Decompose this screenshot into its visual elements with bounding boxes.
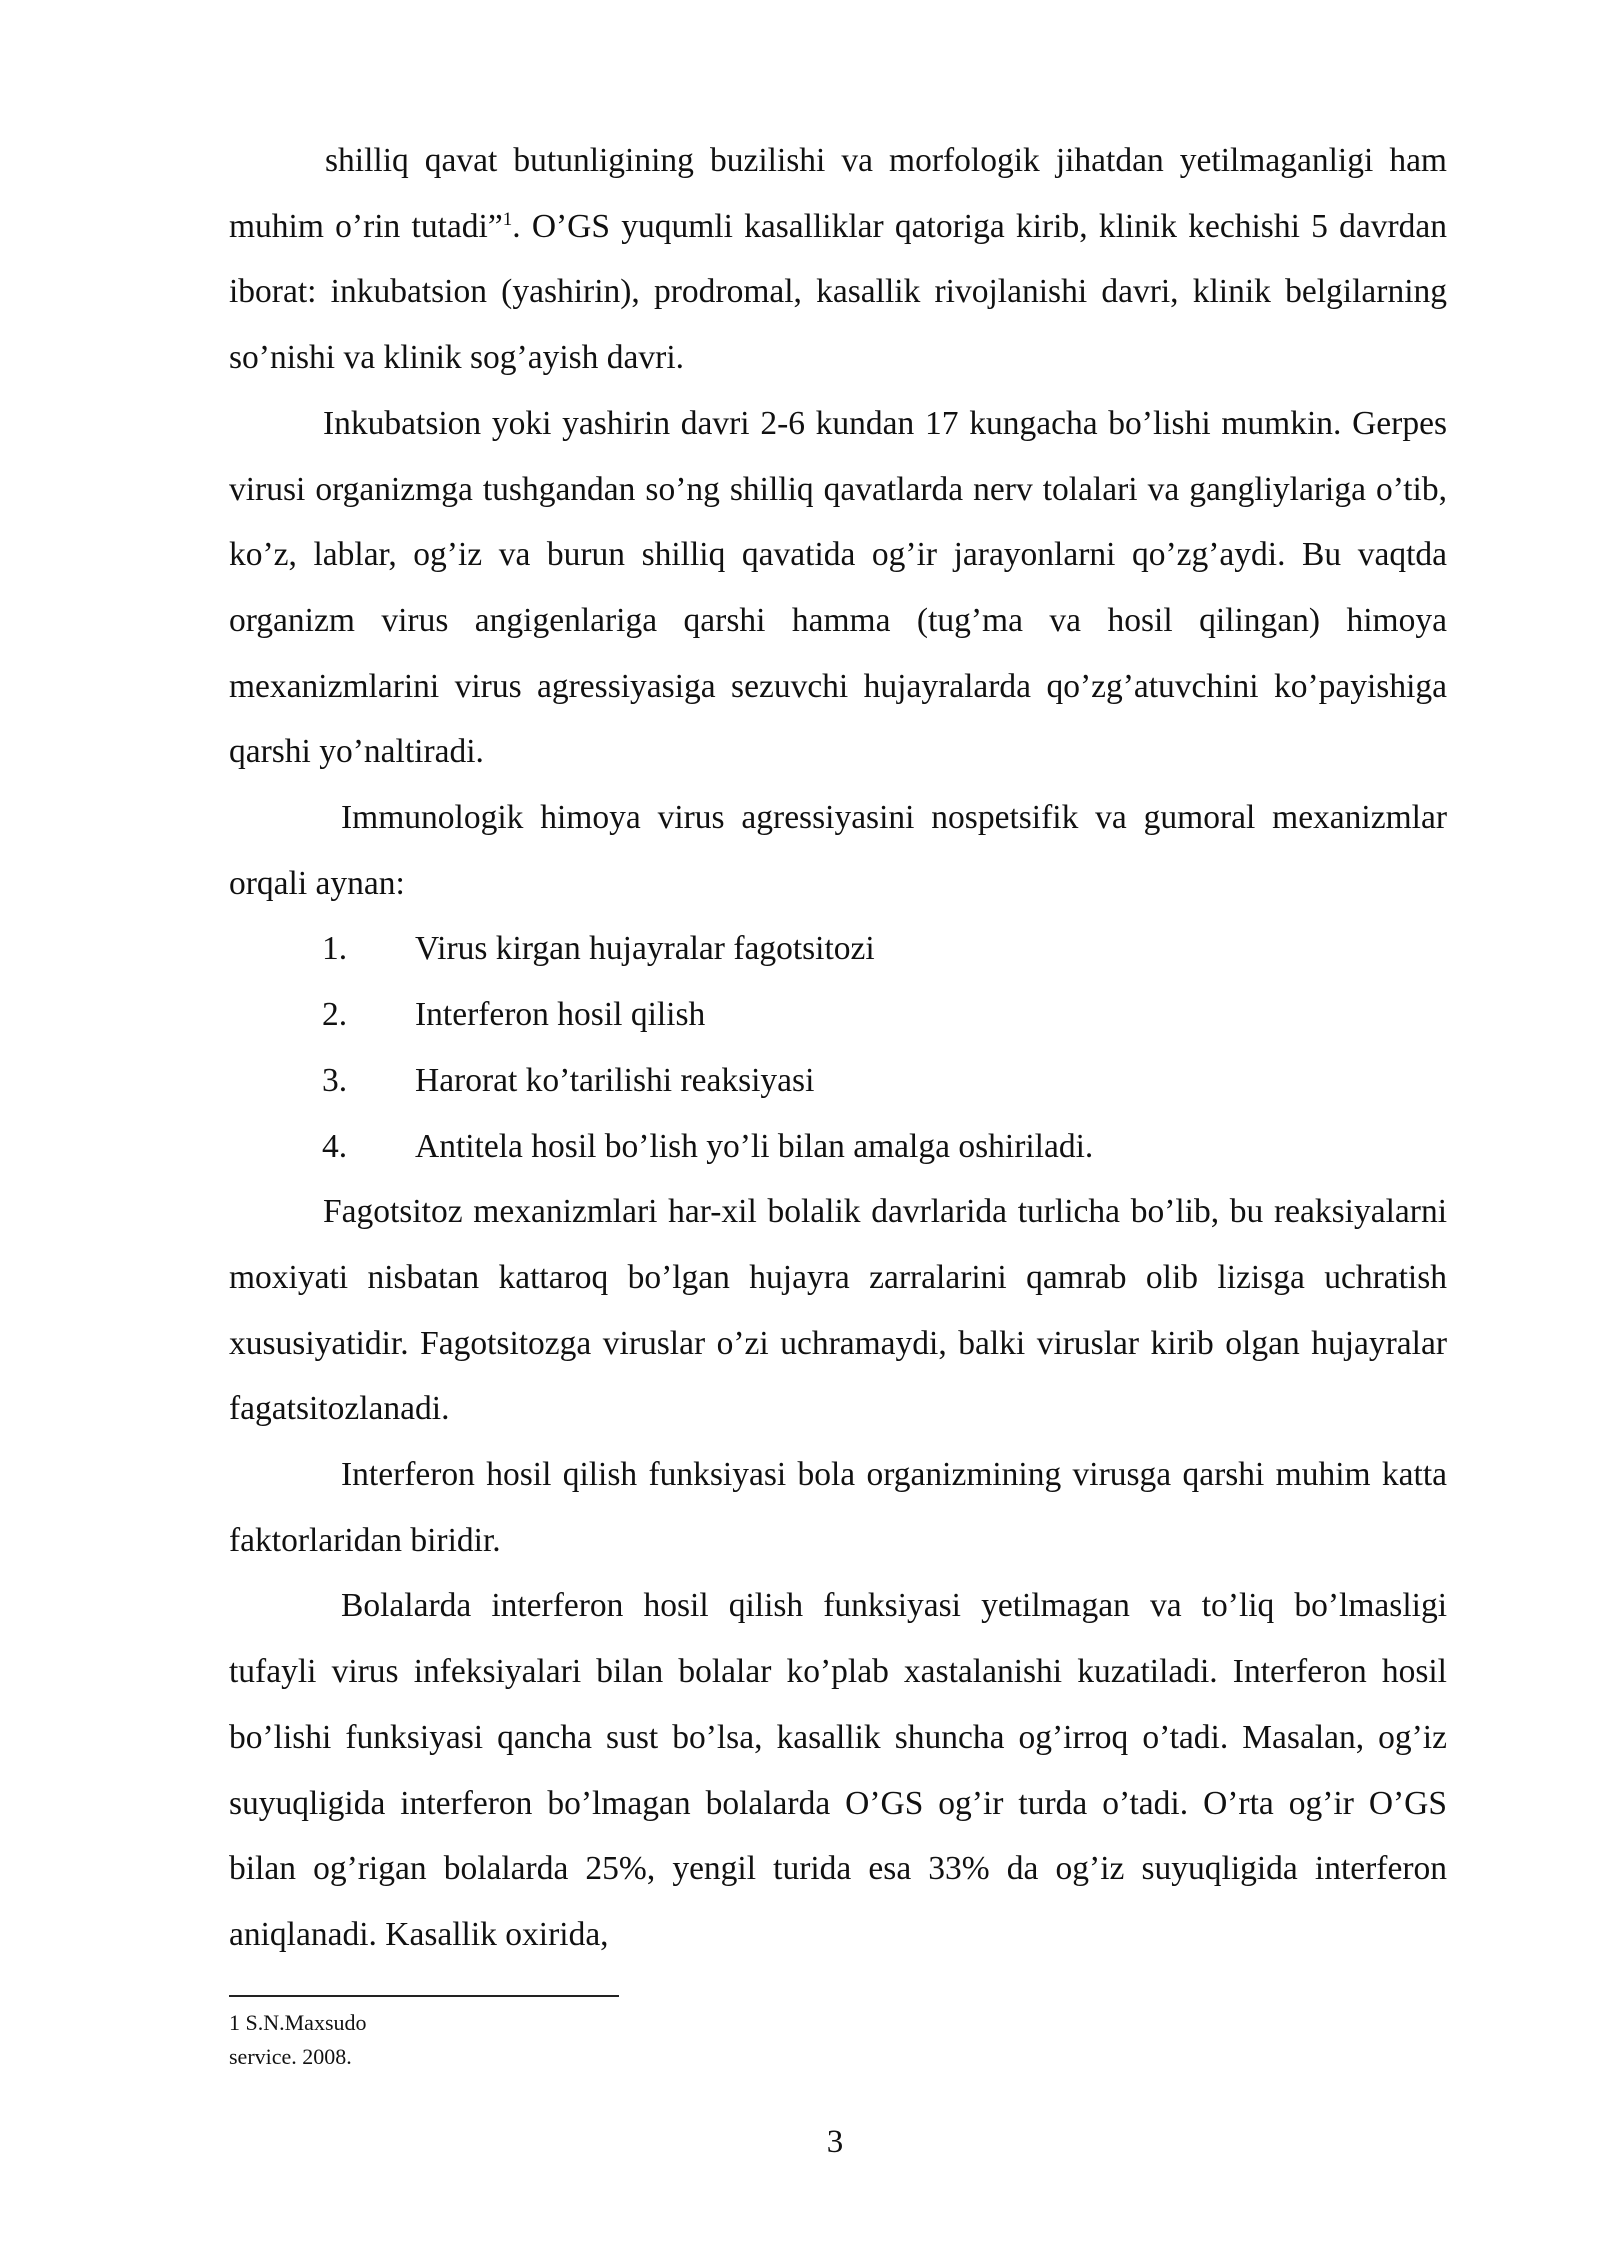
numbered-list (229, 916, 1447, 1179)
list-item-text: Interferon hosil qilish (415, 996, 706, 1034)
paragraph-1-continuation: . O’GS yuqumli kasalliklar qatoriga kirib, klinik kechishi 5 davrdan iborat: inkubatsion (yashirin), prodromal, kasallik rivojlanishi davri, klinik belgilarning so’nishi va klinik sog’ayish davri. (229, 207, 1448, 377)
paragraph-3: Immunologik himoya virus agressiyasini nospetsifik va gumoral mexanizmlar orqali aynan: (229, 799, 1447, 902)
page-number: 3 (826, 2124, 844, 2160)
list-item (229, 982, 1447, 1048)
paragraph-4: Fagotsitoz mexanizmlari har-xil bolalik davrlarida turlicha bo’lib, bu reaksiyalarni moxiyati nisbatan kattaroq bo’lgan hujayra zarralarini qamrab olib lizisga uchratish xususiyatidir. Fagotsitozga viruslar o’zi uchramaydi, balki viruslar kirib olgan hujayralar fagatsitozlanadi. (229, 1193, 1447, 1428)
list-item-number: 2. (322, 996, 348, 1034)
footnotes (229, 2006, 1029, 2074)
list-item-text: Virus kirgan hujayralar fagotsitozi (415, 930, 875, 968)
list-item (229, 1114, 1447, 1180)
paragraph-2: Inkubatsion yoki yashirin davri 2-6 kundan 17 kungacha bo’lishi mumkin. Gerpes virusi organizmga tushgandan so’ng shilliq qavatlarda nerv tolalari va gangliylariga o’tib, ko’z, lablar, og’iz va burun shilliq qavatida og’ir jarayonlarni qo’zg’aydi. Bu vaqtda organizm virus angigenlariga qarshi hamma (tug’ma va hosil qilingan) himoya mexanizmlarini virus agressiyasiga sezuvchi hujayralarda qo’zg’atuvchini ko’payishiga qarshi yo’naltiradi. (229, 404, 1447, 771)
paragraph-1-text: shilliq qavat butunligining buzilishi va morfologik jihatdan yetilmaganligi ham muhim o’rin tutadi” (229, 142, 1447, 245)
paragraph-1 (229, 128, 1447, 391)
list-item (229, 1048, 1447, 1114)
body-text (229, 128, 1447, 1968)
list-item (229, 916, 1447, 982)
footnote-line-1: 1 S.N.Maxsudo (229, 2010, 367, 2035)
footnote-separator (229, 1995, 619, 1997)
paragraph-5: Interferon hosil qilish funksiyasi bola organizmining virusga qarshi muhim katta faktorlaridan biridir. (229, 1456, 1447, 1559)
footnote-reference[interactable]: 1 (502, 208, 513, 230)
list-item-text: Harorat ko’tarilishi reaksiyasi (415, 1061, 815, 1099)
list-item-number: 4. (322, 1127, 348, 1165)
list-item-number: 3. (322, 1061, 348, 1099)
list-item-text: Antitela hosil bo’lish yo’li bilan amalga oshiriladi. (415, 1127, 1094, 1165)
paragraph-6: Bolalarda interferon hosil qilish funksiyasi yetilmagan va to’liq bo’lmasligi tufayli virus infeksiyalari bilan bolalar ko’plab xastalanishi kuzatiladi. Interferon hosil bo’lishi funksiyasi qancha sust bo’lsa, kasallik shuncha og’irroq o’tadi. Masalan, og’iz suyuqligida interferon bo’lmagan bolalarda O’GS og’ir turda o’tadi. O’rta og’ir O’GS bilan og’rigan bolalarda 25%, yengil turida esa 33% da og’iz suyuqligida interferon aniqlanadi. Kasallik oxirida, (229, 1587, 1447, 1953)
list-item-number: 1. (322, 930, 348, 968)
footnote-line-2: service. 2008. (229, 2044, 352, 2069)
